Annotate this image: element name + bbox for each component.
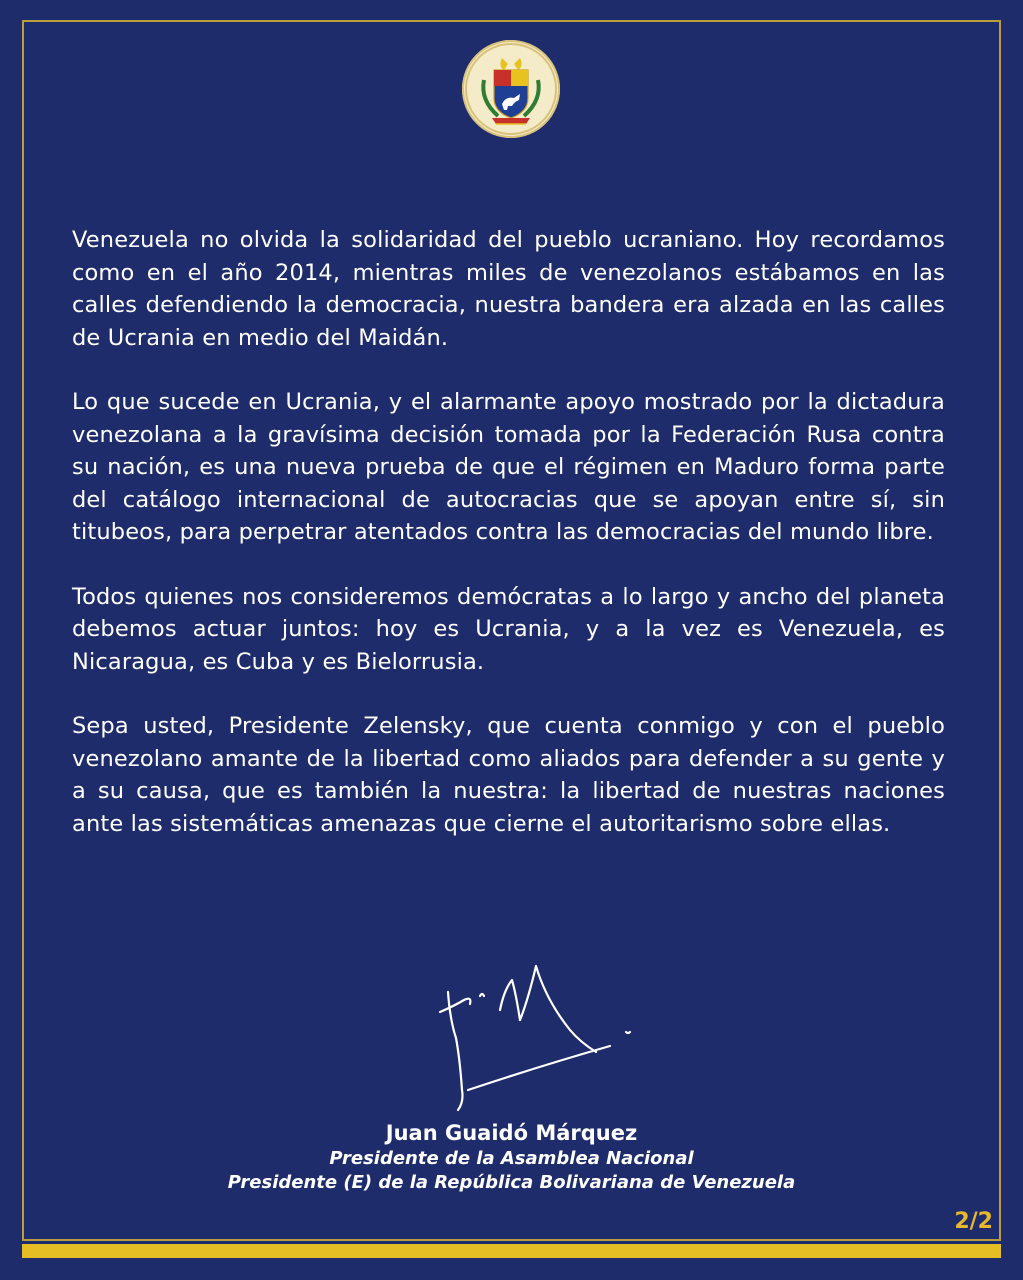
coat-of-arms-icon xyxy=(462,40,560,138)
signatory-title-2: Presidente (E) de la República Bolivariana de Venezuela xyxy=(227,1172,796,1193)
paragraph-2: Lo que sucede en Ucrania, y el alarmante apoyo mostrado por la dictadura venezolana a la gravísima decisión tomada por la Federación Rusa contra su nación, es una nueva prueba de que el régimen en Maduro forma parte del catálogo internacional de autocracias que se apoyan entre sí, sin titubeos, para perpetrar atentados contra las democracias del mundo libre. xyxy=(72,389,945,545)
paragraph-3: Todos quienes nos consideremos demócratas a lo largo y ancho del planeta debemos actuar juntos: hoy es Ucrania, y a la vez es Venezuela, es Nicaragua, es Cuba y es Bielorrusia. xyxy=(72,583,945,675)
bottom-accent-bar xyxy=(22,1244,1001,1258)
paragraph-4: Sepa usted, Presidente Zelensky, que cuenta conmigo y con el pueblo venezolano amante de la libertad como aliados para defender a su gente y a su causa, que es también la nuestra: la libertad de nuestras naciones ante las sistemáticas amenazas que cierne el autoritarismo sobre ellas. xyxy=(72,713,945,837)
handwritten-signature xyxy=(420,960,650,1120)
signatory-name: Juan Guaidó Márquez xyxy=(385,1121,638,1145)
handwritten-signature-icon xyxy=(420,960,650,1120)
paragraph-1: Venezuela no olvida la solidaridad del pueblo ucraniano. Hoy recordamos como en el año 2014, mientras miles de venezolanos estábamos en las calles defendiendo la democracia, nuestra bandera era alzada en las calles de Ucrania en medio del Maidán. xyxy=(72,227,945,351)
coat-of-arms-seal xyxy=(462,40,560,138)
letter-body xyxy=(72,224,945,872)
signatory-title-1: Presidente de la Asamblea Nacional xyxy=(329,1148,694,1169)
page-indicator: 2/2 xyxy=(954,1209,993,1234)
